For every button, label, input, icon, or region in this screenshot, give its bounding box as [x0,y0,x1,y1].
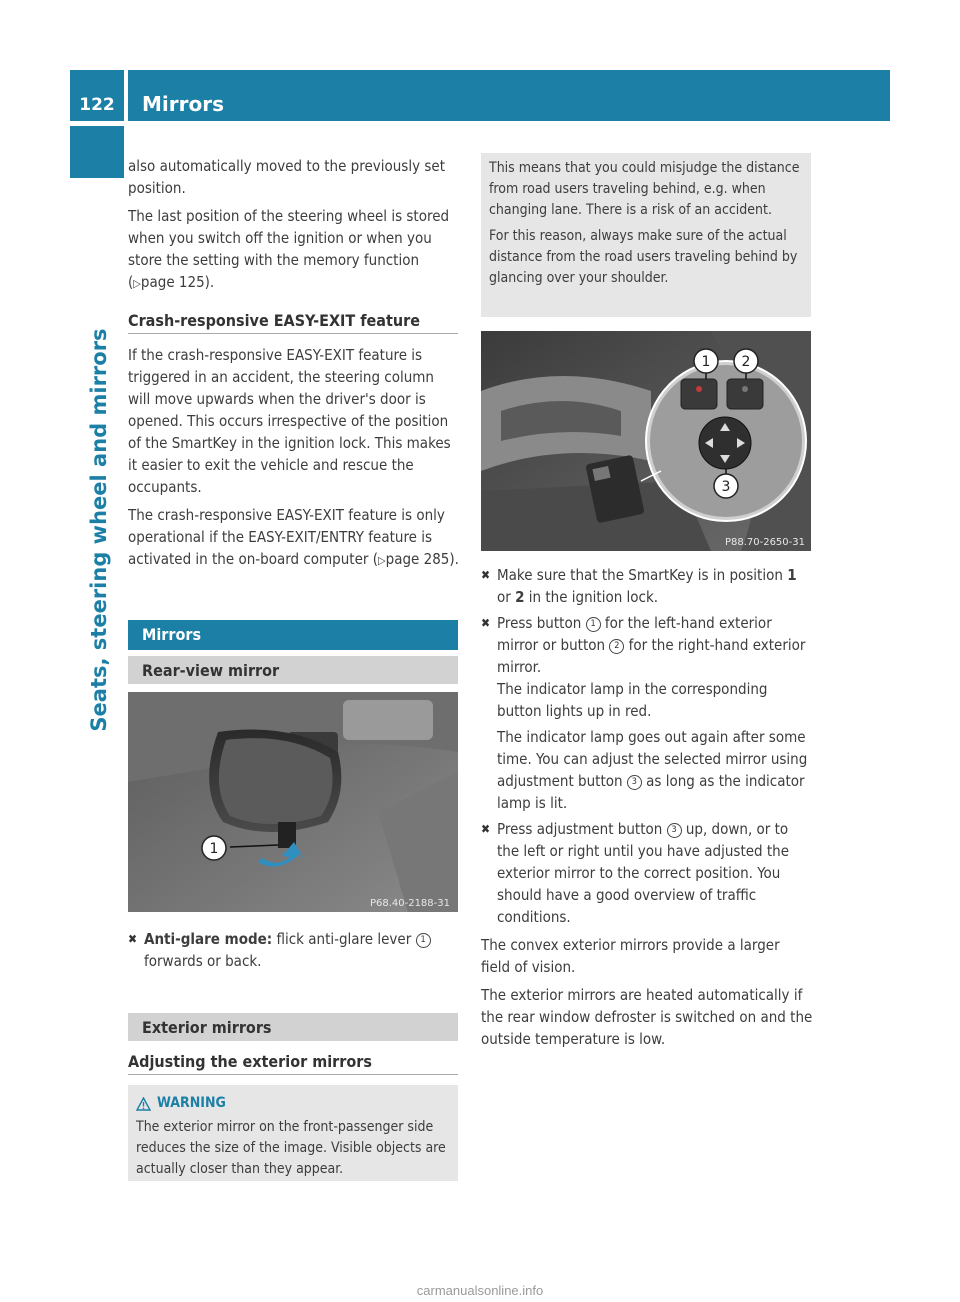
step-press-button [481,612,813,814]
step-text: up, down, or to the left or right until you have adjusted the exterior mirror to the correct position. You should have a good overview of traffic conditions. [497,820,790,926]
rearview-mirror-image [128,692,458,912]
chapter-label-text: Seats, steering wheel and mirrors [87,328,111,732]
page-number: 122 [70,70,124,121]
position-1: 1 [787,566,797,584]
step-text: Press adjustment button [497,820,667,838]
step-arrow-icon: ✖ [481,822,491,836]
callout-3: 3 [721,479,731,495]
step-smartkey-position [481,564,813,608]
warning-title: WARNING [157,1095,226,1111]
callout-ref-1: 1 [586,617,601,632]
page-title: Mirrors [128,70,890,121]
section-band-exterior: Exterior mirrors [128,1013,458,1041]
callout-ref-1: 1 [416,933,431,948]
step-arrow-icon: ✖ [481,616,491,630]
page-ref: page 285). [385,550,459,568]
step-text: Make sure that the SmartKey is in position [497,566,788,584]
chapter-tab [70,126,124,178]
warning-continuation-text-1: This means that you could misjudge the distance from road users traveling behind, e.g. when changing lane. There is a risk of an accident. [489,160,800,218]
step-text: The indicator lamp goes out again after some time. You can adjust the selected mirror using adjustment button [497,728,808,790]
image-code: P88.70-2650-31 [724,537,805,548]
text: The crash-responsive EASY-EXIT feature is only operational if the EASY-EXIT/ENTRY feature is activated in the on-board computer ( [128,506,445,568]
step-label: Anti-glare mode: [144,930,273,948]
step-text: in the ignition lock. [524,588,659,606]
chapter-label [84,300,114,760]
step-text: flick anti-glare lever [272,930,416,948]
left-column-crash [128,344,460,578]
paragraph-convex: The convex exterior mirrors provide a larger field of vision. [481,936,780,976]
step-result-text: The indicator lamp in the corresponding button lights up in red. [497,680,768,720]
step-arrow-icon: ✖ [128,932,138,946]
callout-ref-3: 3 [627,775,642,790]
warning-continuation-box [481,153,811,317]
warning-header [136,1093,450,1114]
paragraph-previously-set: also automatically moved to the previously set position. [128,157,445,197]
step-text: as long as the indicator lamp is lit. [497,772,805,812]
warning-triangle-icon [136,1097,151,1111]
paragraph-heated: The exterior mirrors are heated automatically if the rear window defroster is switched on and the outside temperature is low. [481,986,813,1048]
heading-crash-responsive: Crash-responsive EASY-EXIT feature [128,311,458,334]
paragraph-crash-trigger: If the crash-responsive EASY-EXIT feature is triggered in an accident, the steering column will move upwards when the driver's door is opened. This occurs irrespective of the position of the SmartKey in the ignition lock. This makes it easier to exit the vehicle and rescue the occupants. [128,346,451,496]
step-note [497,726,813,814]
callout-2: 2 [741,354,751,370]
right-column-steps [481,564,813,1056]
step-anti-glare [128,928,476,972]
step-press-adjustment [481,818,813,928]
step-text: or [497,588,516,606]
step-text: for the left-hand exterior mirror or button [497,614,772,654]
door-switch-image [481,331,811,551]
section-band-mirrors: Mirrors [128,620,458,650]
callout-1: 1 [209,841,219,857]
callout-1: 1 [701,354,711,370]
callout-ref-3: 3 [667,823,682,838]
page-ref: page 125). [140,273,215,291]
text: The last position of the steering wheel is stored when you switch off the ignition or when you store the setting with the memory function ( [128,207,450,291]
door-switch-svg [481,331,811,551]
position-2: 2 [515,588,525,606]
step-text: for the right-hand exterior mirror. [497,636,806,676]
paragraph-crash-operational: The crash-responsive EASY-EXIT feature is only operational if the EASY-EXIT/ENTRY feature is activated in the on-board computer (▷page 285). [128,506,459,568]
warning-text: The exterior mirror on the front-passenger side reduces the size of the image. Visible objects are actually closer than they appear. [136,1119,446,1177]
rearview-mirror-svg [128,692,458,912]
warning-box [128,1085,458,1181]
warning-continuation-text-2: For this reason, always make sure of the actual distance from the road users traveling behind by glancing over your shoulder. [489,228,798,286]
watermark: carmanualsonline.info [416,1283,544,1298]
image-code: P68.40-2188-31 [369,898,450,909]
paragraph-last-position: The last position of the steering wheel is stored when you switch off the ignition or when you store the setting with the memory function (▷page 125). [128,207,450,291]
step-text-tail: forwards or back. [144,952,262,970]
callout-ref-2: 2 [609,639,624,654]
left-column-top [128,155,460,301]
heading-adjusting-exterior: Adjusting the exterior mirrors [128,1052,458,1075]
step-arrow-icon: ✖ [481,568,491,582]
section-band-rearview: Rear-view mirror [128,656,458,684]
step-text: Press button [497,614,586,632]
